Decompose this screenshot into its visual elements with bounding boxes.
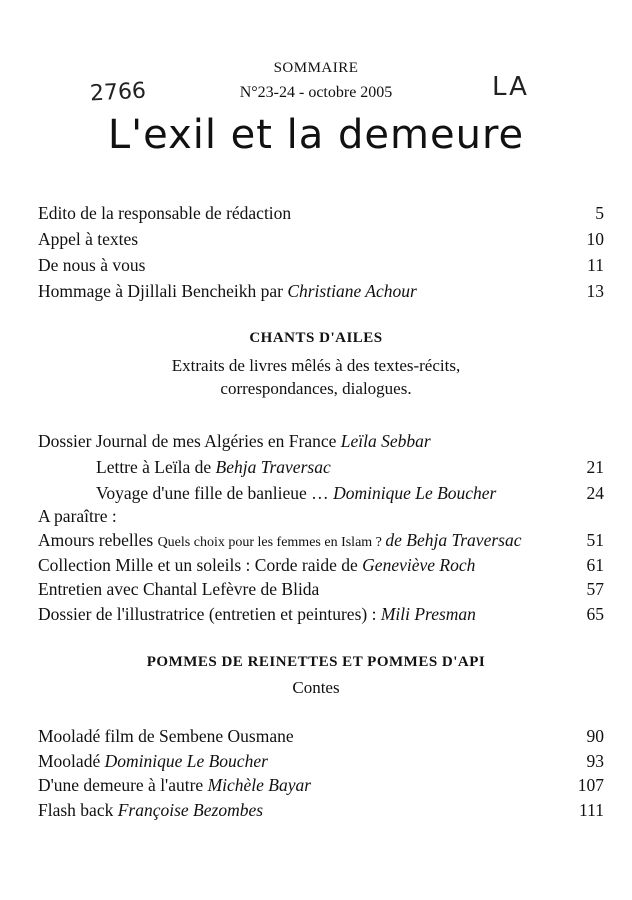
toc-page-number: 24: [586, 483, 604, 503]
section-title-pommes: POMMES DE REINETTES ET POMMES D'API: [146, 654, 486, 670]
toc-entry-illustratrice: [38, 601, 604, 627]
toc-entry-moolade-film: [38, 723, 604, 749]
toc-page-number: 111: [579, 800, 604, 820]
entry-title: Collection Mille et un soleils : Corde raide de: [38, 555, 363, 575]
entry-title: D'une demeure à l'autre: [38, 775, 208, 795]
toc-entry-lettre: [38, 454, 604, 480]
toc-entry-text: Edito de la responsable de rédaction: [38, 203, 292, 223]
entry-title: Hommage à Djillali Bencheikh par: [38, 281, 288, 301]
toc-entry-text: [38, 748, 268, 774]
entry-title: Dossier de l'illustratrice (entretien et peintures) :: [38, 604, 381, 624]
entry-title: Flash back: [38, 800, 118, 820]
toc-entry-a-paraitre: [38, 503, 604, 529]
toc-entry-appel: [38, 226, 604, 252]
toc-entry-text: [38, 601, 476, 627]
toc-entry-text: [38, 552, 475, 578]
toc-entry-demeure: [38, 772, 604, 798]
entry-title: Lettre à Leïla de: [96, 457, 216, 477]
entry-title: Amours rebelles: [38, 530, 158, 550]
toc-entry-hommage: [38, 278, 604, 304]
handwritten-catalog-number: 2766: [89, 78, 147, 107]
toc-entry-text: Mooladé film de Sembene Ousmane: [38, 726, 294, 746]
toc-entry-text: A paraître :: [38, 506, 117, 526]
toc-entry-edito: [38, 200, 604, 226]
toc-entry-de-nous: [38, 252, 604, 278]
toc-page-number: 65: [586, 604, 604, 624]
entry-author: Françoise Bezombes: [117, 800, 264, 820]
entry-title: Mooladé: [38, 751, 105, 771]
toc-entry-amours: [38, 527, 604, 553]
toc-entry-text: [38, 772, 311, 798]
toc-entry-text: De nous à vous: [38, 255, 146, 275]
entry-subtitle: Quels choix pour les femmes en Islam ?: [157, 535, 386, 550]
toc-entry-text: Appel à textes: [38, 229, 139, 249]
section-subtitle-contes: Contes: [292, 678, 340, 697]
entry-title: Dossier Journal de mes Algéries en France: [38, 431, 341, 451]
entry-author: Leïla Sebbar: [340, 431, 431, 451]
toc-page-number: 61: [586, 555, 604, 575]
entry-author: Behja Traversac: [215, 457, 331, 477]
toc-entry-flash-back: [38, 797, 604, 823]
toc-page-number: 57: [586, 579, 604, 599]
toc-entry-entretien: [38, 576, 604, 602]
entry-author: Christiane Achour: [287, 281, 417, 301]
entry-author: de Behja Traversac: [385, 530, 522, 550]
issue-number: N°23-24 - octobre 2005: [239, 84, 393, 101]
toc-entry-collection: [38, 552, 604, 578]
entry-title: Voyage d'une fille de banlieue …: [96, 483, 334, 503]
toc-page-number: 5: [595, 203, 604, 223]
toc-entry-text: [38, 278, 417, 304]
toc-page-number: 90: [586, 726, 604, 746]
toc-page-number: 93: [586, 751, 604, 771]
section-title-chants: CHANTS D'AILES: [249, 330, 383, 346]
toc-page-number: 11: [587, 255, 604, 275]
toc-page-number: 51: [586, 530, 604, 550]
issue-title: L'exil et la demeure: [107, 112, 525, 158]
toc-page-number: 13: [586, 281, 604, 301]
toc-entry-text: [38, 428, 431, 454]
sommaire-label: SOMMAIRE: [273, 60, 359, 76]
toc-entry-text: Entretien avec Chantal Lefèvre de Blida: [38, 579, 320, 599]
entry-author: Geneviève Roch: [362, 555, 476, 575]
toc-entry-moolade: [38, 748, 604, 774]
entry-author: Dominique Le Boucher: [104, 751, 268, 771]
toc-page-number: 107: [577, 775, 604, 795]
toc-entry-text: [38, 797, 263, 823]
entry-author: Mili Presman: [380, 604, 476, 624]
toc-page-number: 10: [586, 229, 604, 249]
toc-page-number: 21: [586, 457, 604, 477]
toc-entry-dossier-journal: [38, 428, 604, 454]
handwritten-initials: LA: [492, 72, 529, 102]
toc-entry-text: [96, 454, 331, 480]
section-subtitle-line2: correspondances, dialogues.: [220, 379, 412, 398]
entry-author: Dominique Le Boucher: [333, 483, 497, 503]
section-subtitle-line1: Extraits de livres mêlés à des textes-récits,: [171, 356, 461, 375]
entry-author: Michèle Bayar: [207, 775, 312, 795]
